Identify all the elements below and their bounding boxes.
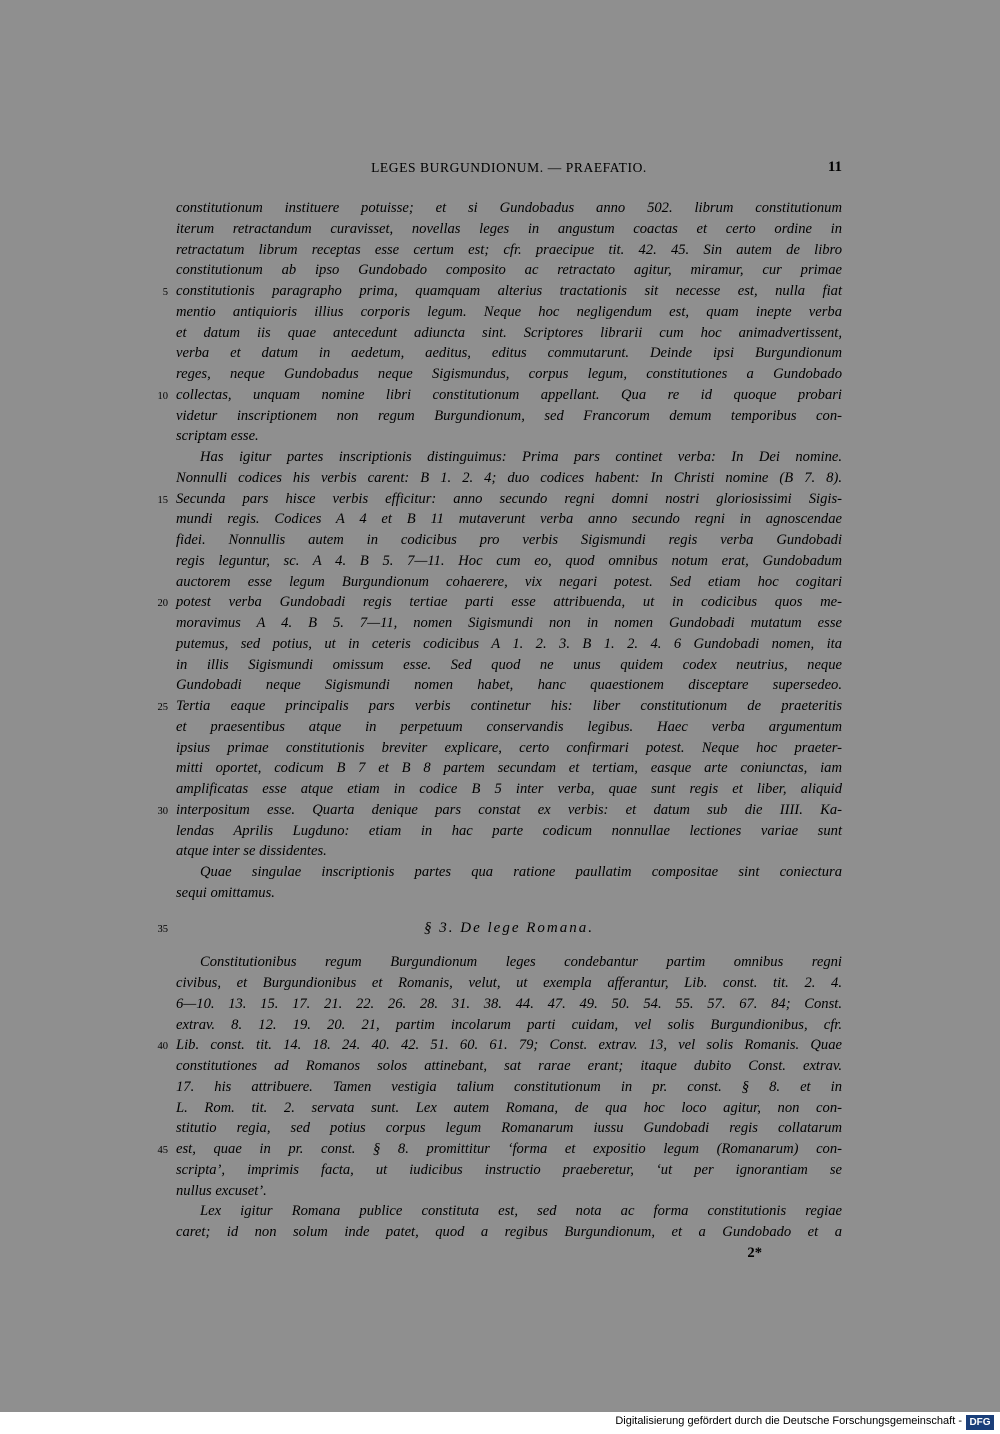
line-text: constitutionum ab ipso Gundobado composito ac retractato agitur, miramur, cur primae xyxy=(176,262,842,279)
page-number: 11 xyxy=(827,159,842,175)
line-number: 25 xyxy=(157,702,168,713)
line-text: Tertia eaque principalis pars verbis continetur his: liber constitutionum de praeteritis xyxy=(176,698,842,714)
line-text: ipsius primae constitutionis breviter explicare, certo confirmari potest. Neque hoc praeter- xyxy=(176,739,842,756)
text-line xyxy=(176,1222,842,1243)
line-text: auctorem esse legum Burgundionum cohaerere, vix negari potest. Sed etiam hoc cogitari xyxy=(176,573,842,590)
text-line xyxy=(157,385,842,406)
text-line xyxy=(176,738,842,759)
text-line xyxy=(176,675,842,696)
line-text: mentio antiquioris illius corporis legum. Neque hoc negligendum est, quam inepte verba xyxy=(176,303,842,320)
text-line xyxy=(176,468,842,489)
line-text: 2* xyxy=(747,1244,762,1261)
text-line xyxy=(176,634,842,655)
text-line xyxy=(162,281,842,302)
text-line xyxy=(176,613,842,634)
line-text: Lex igitur Romana publice constituta est, sed nota ac forma constitutionis regiae xyxy=(200,1203,842,1220)
line-text: 17. his attribuere. Tamen vestigia talium constitutionum in pr. const. § 8. et in xyxy=(176,1078,842,1095)
line-text: est, quae in pr. const. § 8. promittitur ‘forma et expositio legum (Romanarum) con- xyxy=(176,1141,842,1157)
body-text xyxy=(157,198,842,1264)
line-text: et datum iis quae antecedunt adiuncta sint. Scriptores librarii cum hoc animadvertissent, xyxy=(176,324,842,341)
text-line xyxy=(176,717,842,738)
text-line xyxy=(176,1201,842,1222)
text-line xyxy=(176,260,842,281)
line-text: sequi omittamus. xyxy=(176,884,275,901)
text-line xyxy=(176,551,842,572)
text-line xyxy=(176,343,842,364)
line-text: mitti oportet, codicum B 7 et B 8 partem secundam et tertiam, easque arte coniunctas, iam xyxy=(176,760,842,777)
line-text: nullus excuset’. xyxy=(176,1182,267,1199)
line-number: 10 xyxy=(157,390,168,402)
text-line xyxy=(176,1243,842,1264)
text-line xyxy=(176,572,842,593)
line-text: caret; id non solum inde patet, quod a regibus Burgundionum, et a Gundobado et a xyxy=(176,1224,842,1240)
line-text: scripta’, imprimis facta, ut iudicibus instructio praeberetur, ‘ut per ignorantiam se xyxy=(176,1161,842,1178)
line-text: collectas, unquam nomine libri constitutionum appellant. Qua re id quoque probari xyxy=(176,386,842,403)
line-text: iterum retractandum curavisset, novellas leges in angustum coactas et certo ordine in xyxy=(176,220,842,237)
text-line xyxy=(176,364,842,385)
line-text: stitutio regia, sed potius corpus legum Romanarum iussu Gundobadi regis collatarum xyxy=(176,1120,842,1137)
line-text: Nonnulli codices his verbis carent: B 1. 2. 4; duo codices habent: In Christi nomine (B 7. 8). xyxy=(176,469,842,486)
running-title: LEGES BURGUNDIONUM. — PRAEFATIO. xyxy=(371,160,647,175)
line-text: Has igitur partes inscriptionis distinguimus: Prima pars continet verba: In Dei nomine. xyxy=(200,449,842,465)
text-line xyxy=(176,426,842,447)
line-number: 40 xyxy=(157,1041,168,1053)
text-line xyxy=(176,841,842,862)
text-line xyxy=(176,530,842,551)
text-line xyxy=(176,1181,842,1202)
line-text: L. Rom. tit. 2. servata sunt. Lex autem Romana, de qua hoc loco agitur, non con- xyxy=(176,1099,842,1116)
line-text: regis leguntur, sc. A 4. B 5. 7—11. Hoc cum eo, quod omnibus notum erat, Gundobadum xyxy=(176,552,842,569)
text-line xyxy=(157,696,842,717)
line-text: putemus, sed potius, ut in ceteris codicibus A 1. 2. 3. B 1. 2. 4. 6 Gundobadi nomen, ita xyxy=(176,635,842,652)
line-text: videtur inscriptionem non regum Burgundionum, sed Francorum demum temporibus con- xyxy=(176,407,842,424)
page-header xyxy=(176,160,842,180)
line-number: 45 xyxy=(157,1145,168,1156)
text-line xyxy=(176,302,842,323)
text-line xyxy=(176,952,842,973)
line-number: 30 xyxy=(157,805,168,817)
spacer xyxy=(176,904,842,918)
text-line xyxy=(176,1056,842,1077)
line-text: reges, neque Gundobadus neque Sigismundus, corpus legum, constitutiones a Gundobado xyxy=(176,366,842,382)
line-text: mundi regis. Codices A 4 et B 11 mutaverunt verba anno secundo regni in agnoscendae xyxy=(176,511,842,528)
footer-bar xyxy=(0,1412,1000,1434)
text-line xyxy=(176,219,842,240)
text-line xyxy=(176,1160,842,1181)
text-line xyxy=(176,862,842,883)
line-text: Quae singulae inscriptionis partes qua ratione paullatim compositae sint coniectura xyxy=(200,864,842,880)
spacer xyxy=(176,938,842,952)
line-text: extrav. 8. 12. 19. 20. 21, partim incolarum parti cuidam, vel solis Burgundionibus, cfr. xyxy=(176,1016,842,1033)
line-text: civibus, et Burgundionibus et Romanis, velut, ut exempla afferantur, Lib. const. tit. 2. 4. xyxy=(176,975,842,991)
line-text: in illis Sigismundi omissum esse. Sed quod ne unus quidem codex neutrius, neque xyxy=(176,656,842,673)
text-line xyxy=(176,198,842,219)
text-line xyxy=(176,1077,842,1098)
line-text: constitutionis paragrapho prima, quamquam alterius tractationis sit necesse est, nulla fiat xyxy=(176,283,842,299)
line-text: retractatum librum receptas esse certum est; cfr. praecipue tit. 42. 45. Sin autem de libro xyxy=(176,241,842,258)
line-text: § 3. De lege Romana. xyxy=(424,919,594,936)
footer-credit: Digitalisierung gefördert durch die Deutsche Forschungsgemeinschaft - xyxy=(615,1415,962,1427)
text-line xyxy=(176,1098,842,1119)
text-line xyxy=(176,883,842,904)
text-line xyxy=(176,1015,842,1036)
line-text: 6—10. 13. 15. 17. 21. 22. 26. 28. 31. 38. 44. 47. 49. 50. 54. 55. 57. 67. 84; Const. xyxy=(176,995,842,1012)
line-text: et praesentibus atque in perpetuum conservandis legibus. Haec verba argumentum xyxy=(176,718,842,735)
section-heading xyxy=(157,918,842,939)
line-number: 15 xyxy=(157,494,168,506)
line-text: amplificatas esse atque etiam in codice B 5 inter verba, quae sunt regis et liber, aliquid xyxy=(176,781,842,797)
line-text: atque inter se dissidentes. xyxy=(176,843,327,860)
line-text: moravimus A 4. B 5. 7—11, nomen Sigismundi non in nomen Gundobadi mutatum esse xyxy=(176,615,842,631)
text-line xyxy=(157,1139,842,1160)
line-text: Secunda pars hisce verbis efficitur: anno secundo regni domni nostri gloriosissimi Sigis- xyxy=(176,490,842,507)
line-text: Lib. const. tit. 14. 18. 24. 40. 42. 51. 60. 61. 79; Const. extrav. 13, vel solis Romanis. Quae xyxy=(176,1037,842,1054)
text-line xyxy=(176,509,842,530)
text-line xyxy=(176,758,842,779)
dfg-logo: DFG xyxy=(966,1415,994,1430)
text-line xyxy=(176,323,842,344)
text-line xyxy=(176,779,842,800)
line-text: potest verba Gundobadi regis tertiae parti esse attribuenda, ut in codicibus quos me- xyxy=(176,594,842,611)
text-line xyxy=(157,800,842,821)
text-line xyxy=(157,592,842,613)
line-number: 5 xyxy=(162,287,168,298)
text-line xyxy=(157,1035,842,1056)
text-line xyxy=(176,821,842,842)
text-line xyxy=(157,489,842,510)
text-line xyxy=(176,406,842,427)
line-number: 35 xyxy=(157,923,168,935)
line-text: scriptam esse. xyxy=(176,428,259,445)
line-text: constitutionum instituere potuisse; et si Gundobadus anno 502. librum constitutionum xyxy=(176,200,842,216)
text-line xyxy=(176,240,842,261)
line-text: verba et datum in aedetum, aeditus, editus commutarunt. Deinde ipsi Burgundionum xyxy=(176,345,842,362)
line-text: interpositum esse. Quarta denique pars constat ex verbis: et datum sub die IIII. Ka- xyxy=(176,801,842,818)
text-line xyxy=(176,655,842,676)
line-text: Constitutionibus regum Burgundionum leges condebantur partim omnibus regni xyxy=(200,954,842,971)
text-line xyxy=(176,994,842,1015)
line-text: Gundobadi neque Sigismundi nomen habet, hanc quaestionem disceptare supersedeo. xyxy=(176,677,842,694)
line-text: lendas Aprilis Lugduno: etiam in hac parte codicum nonnullae lectiones variae sunt xyxy=(176,822,842,839)
text-line xyxy=(176,1118,842,1139)
line-number: 20 xyxy=(157,598,168,610)
line-text: constitutiones ad Romanos solos attinebant, sat rarae erant; itaque dubito Const. extrav. xyxy=(176,1058,842,1074)
text-line xyxy=(176,973,842,994)
text-line xyxy=(176,447,842,468)
line-text: fidei. Nonnullis autem in codicibus pro verbis Sigismundi regis verba Gundobadi xyxy=(176,532,842,548)
